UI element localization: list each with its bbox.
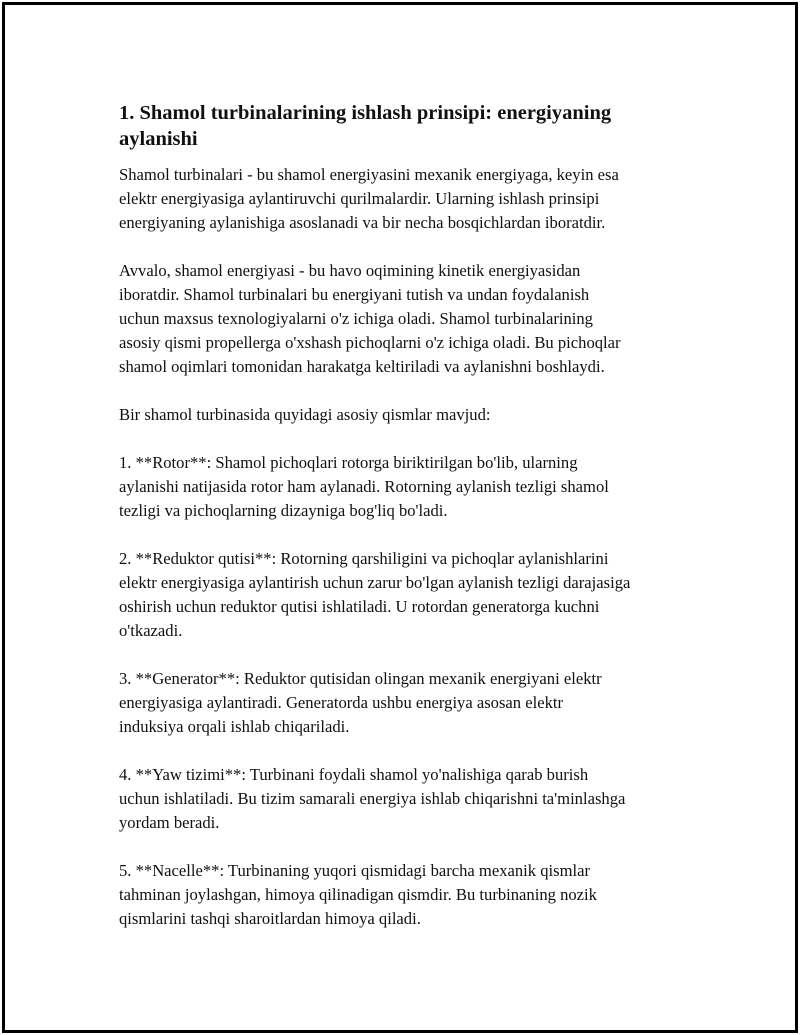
text-line: 1. **Rotor**: Shamol pichoqlari rotorga biriktirilgan bo'lib, ularning — [119, 453, 578, 472]
text-line: energiyaning aylanishiga asoslanadi va bir necha bosqichlardan iboratdir. — [119, 213, 606, 232]
text-line: energiyasiga aylantiradi. Generatorda ushbu energiya asosan elektr — [119, 693, 564, 712]
text-line: 5. **Nacelle**: Turbinaning yuqori qismidagi barcha mexanik qismlar — [119, 861, 590, 880]
document-body — [119, 100, 709, 955]
text-line: iboratdir. Shamol turbinalari bu energiyani tutish va undan foydalanish — [119, 285, 590, 304]
list-item-gearbox — [119, 547, 709, 643]
text-line: aylanishi natijasida rotor ham aylanadi. Rotorning aylanish tezligi shamol — [119, 477, 609, 496]
text-line: Avvalo, shamol energiyasi - bu havo oqimining kinetik energiyasidan — [119, 261, 581, 280]
text-line: tezligi va pichoqlarning dizayniga bog'liq bo'ladi. — [119, 501, 448, 520]
list-item-generator — [119, 667, 709, 739]
text-line: elektr energiyasiga aylantirish uchun zarur bo'lgan aylanish tezligi darajasiga — [119, 573, 631, 592]
text-line: qismlarini tashqi sharoitlardan himoya qiladi. — [119, 909, 421, 928]
intro-paragraph — [119, 163, 709, 235]
document-heading — [119, 100, 709, 152]
text-line: Bir shamol turbinasida quyidagi asosiy qismlar mavjud: — [119, 405, 491, 424]
text-line: uchun ishlatiladi. Bu tizim samarali energiya ishlab chiqarishni ta'minlashga — [119, 789, 626, 808]
text-line: o'tkazadi. — [119, 621, 183, 640]
text-line: oshirish uchun reduktor qutisi ishlatiladi. U rotordan generatorga kuchni — [119, 597, 600, 616]
list-item-nacelle — [119, 859, 709, 931]
text-line: 3. **Generator**: Reduktor qutisidan olingan mexanik energiyani elektr — [119, 669, 602, 688]
text-line: uchun maxsus texnologiyalarni o'z ichiga oladi. Shamol turbinalarining — [119, 309, 593, 328]
text-line: 4. **Yaw tizimi**: Turbinani foydali shamol yo'nalishiga qarab burish — [119, 765, 589, 784]
list-item-yaw-system — [119, 763, 709, 835]
page-frame — [2, 2, 798, 1033]
text-line: shamol oqimlari tomonidan harakatga keltiriladi va aylanishni boshlaydi. — [119, 357, 605, 376]
text-line: Shamol turbinalari - bu shamol energiyasini mexanik energiyaga, keyin esa — [119, 165, 619, 184]
text-line: elektr energiyasiga aylantiruvchi qurilmalardir. Ularning ishlash prinsipi — [119, 189, 600, 208]
text-line: asosiy qismi propellerga o'xshash pichoqlarni o'z ichiga oladi. Bu pichoqlar — [119, 333, 621, 352]
list-item-rotor — [119, 451, 709, 523]
heading-line: 1. Shamol turbinalarining ishlash prinsipi: energiyaning — [119, 102, 612, 124]
text-line: tahminan joylashgan, himoya qilinadigan qismdir. Bu turbinaning nozik — [119, 885, 597, 904]
text-line: yordam beradi. — [119, 813, 220, 832]
heading-line: aylanishi — [119, 128, 198, 150]
parts-intro-paragraph — [119, 403, 709, 427]
text-line: induksiya orqali ishlab chiqariladi. — [119, 717, 350, 736]
wind-energy-paragraph — [119, 259, 709, 379]
text-line: 2. **Reduktor qutisi**: Rotorning qarshiligini va pichoqlar aylanishlarini — [119, 549, 609, 568]
